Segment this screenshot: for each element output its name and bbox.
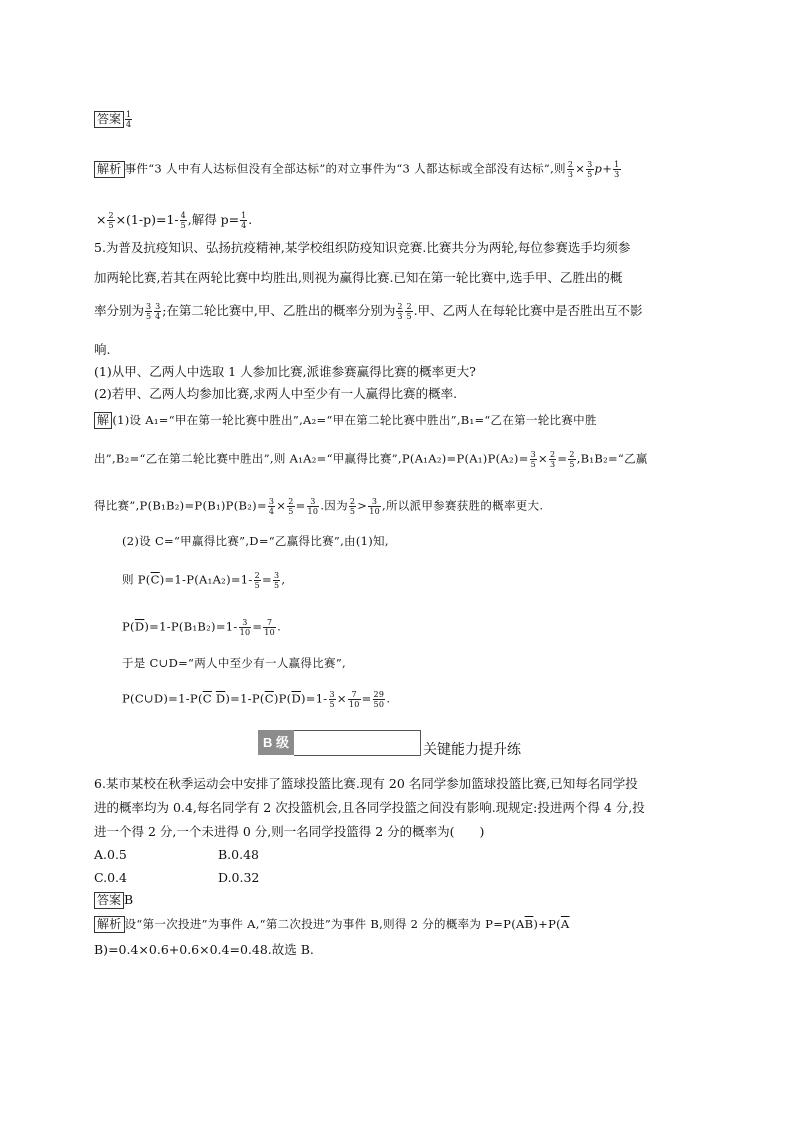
q6-stem-line2: 进的概率均为 0.4,每名同学有 2 次投篮机会,且各同学投篮之间没有影响.现规定:投进两个得 4 分,投	[94, 800, 645, 815]
q5-stem-line1: 5.为普及抗疫知识、弘扬抗疫精神,某学校组织防疫知识竞赛.比赛共分为两轮,每位参赛选手均须参	[94, 240, 631, 255]
q5-solution2-line2: 则 $P(\overline{C})=1-P(A_1A_2)=1-$ $\frac{2}{5}$ = $\frac{3}{5}$ ,	[122, 571, 286, 590]
answer-label: 答案	[94, 892, 124, 909]
q6-analysis-line2: B)=0.4×0.6+0.6×0.4=0.48.故选 B.	[94, 942, 314, 957]
q5-stem-line3: 率分别为 $\frac{3}{5}$ $\frac{3}{4}$ ;在第二轮比赛中,甲、乙胜出的概率分别为 $\frac{2}{3}$ $\frac{2}{5}$ .甲、乙两人在每轮比赛中是否胜出互不影	[94, 302, 643, 321]
q4-answer-row	[94, 110, 133, 129]
q6-option-a: A.0.5	[94, 847, 127, 862]
q6-stem-line1: 6.某市某校在秋季运动会中安排了篮球投篮比赛.现有 20 名同学参加篮球投篮比赛,已知每名同学投	[94, 776, 638, 791]
q6-option-b: B.0.48	[218, 847, 259, 862]
q4-analysis-line2: × $\frac{2}{5}$ ×(1-p)=1- $\frac{4}{5}$ ,解得 p= $\frac{1}{4}$ .	[96, 211, 253, 230]
q6-analysis-line1: 解析 设“第一次投进”为事件 A,“第二次投进”为事件 B,则得 2 分的概率为 $P=P(A\overline{B})+P(\overline{A}$	[94, 916, 570, 933]
q5-solution2-line3: $P(\overline{D})=1-P(B_1B_2)=1-$ $\frac{3}{10}$ = $\frac{7}{10}$ .	[122, 618, 282, 637]
q5-solution-line1: 解 (1)设 A₁=“甲在第一轮比赛中胜出”,A₂=“甲在第二轮比赛中胜出”,B₁=“乙在第一轮比赛中胜	[94, 412, 597, 429]
solution-label: 解	[94, 412, 112, 429]
analysis-label: 解析	[94, 161, 125, 178]
section-badge: B 级	[258, 730, 294, 755]
q6-stem-line3: 进一个得 2 分,一个未进得 0 分,则一名同学投篮得 2 分的概率为( )	[94, 824, 485, 839]
q5-solution2-line4: 于是 C∪D=“两人中至少有一人赢得比赛”,	[122, 656, 346, 670]
analysis-label: 解析	[94, 916, 125, 933]
q5-solution2-line1: (2)设 C=“甲赢得比赛”,D=“乙赢得比赛”,由(1)知,	[122, 534, 389, 548]
q5-subquestion-1: (1)从甲、乙两人中选取 1 人参加比赛,派谁参赛赢得比赛的概率更大?	[94, 364, 476, 379]
q5-solution2-line5: $P(C\cup D)=1-P(\overline{C}$ $\overline{D})=1-P(\overline{C})P(\overline{D})=1-$ $\frac{3}{5}$ × $\frac{7}{10}$ = $\frac{29}{50}$ .	[122, 690, 391, 709]
section-banner-line	[294, 730, 421, 756]
q6-answer-row	[94, 892, 133, 909]
answer-label: 答案	[94, 111, 124, 128]
q4-answer-fraction: $\frac{1}{4}$	[126, 110, 132, 129]
q5-solution-line2: 出”,B₂=“乙在第二轮比赛中胜出”,则 A₁A₂=“甲赢得比赛”,P(A₁A₂)=P(A₁)P(A₂)= $\frac{3}{5}$ × $\frac{2}{3}$ = $\frac{2}{5}$ ,B₁B₂=“乙赢	[94, 450, 648, 469]
q6-answer-value: B	[124, 892, 134, 907]
q4-analysis-line1: 解析 事件“3 人中有人达标但没有全部达标”的对立事件为“3 人都达标或全部没有达标”,则 $\frac{2}{3}$ × $\frac{3}{5}$ p+ $\frac{1}{3}$	[94, 160, 622, 179]
q5-subquestion-2: (2)若甲、乙两人均参加比赛,求两人中至少有一人赢得比赛的概率.	[94, 386, 458, 401]
q5-stem-line2: 加两轮比赛,若其在两轮比赛中均胜出,则视为赢得比赛.已知在第一轮比赛中,选手甲、乙胜出的概	[94, 270, 623, 285]
q5-stem-line4: 响.	[94, 342, 111, 357]
section-title: 关键能力提升练	[423, 741, 521, 757]
q6-option-d: D.0.32	[218, 870, 260, 885]
section-banner	[258, 730, 521, 768]
q6-option-c: C.0.4	[94, 870, 127, 885]
q5-solution-line3: 得比赛”,P(B₁B₂)=P(B₁)P(B₂)= $\frac{3}{4}$ × $\frac{2}{5}$ = $\frac{3}{10}$ .因为 $\frac{2}{5}$ > $\frac{3}{10}$ ,所以派甲参赛获胜的概率更大.	[94, 497, 544, 516]
